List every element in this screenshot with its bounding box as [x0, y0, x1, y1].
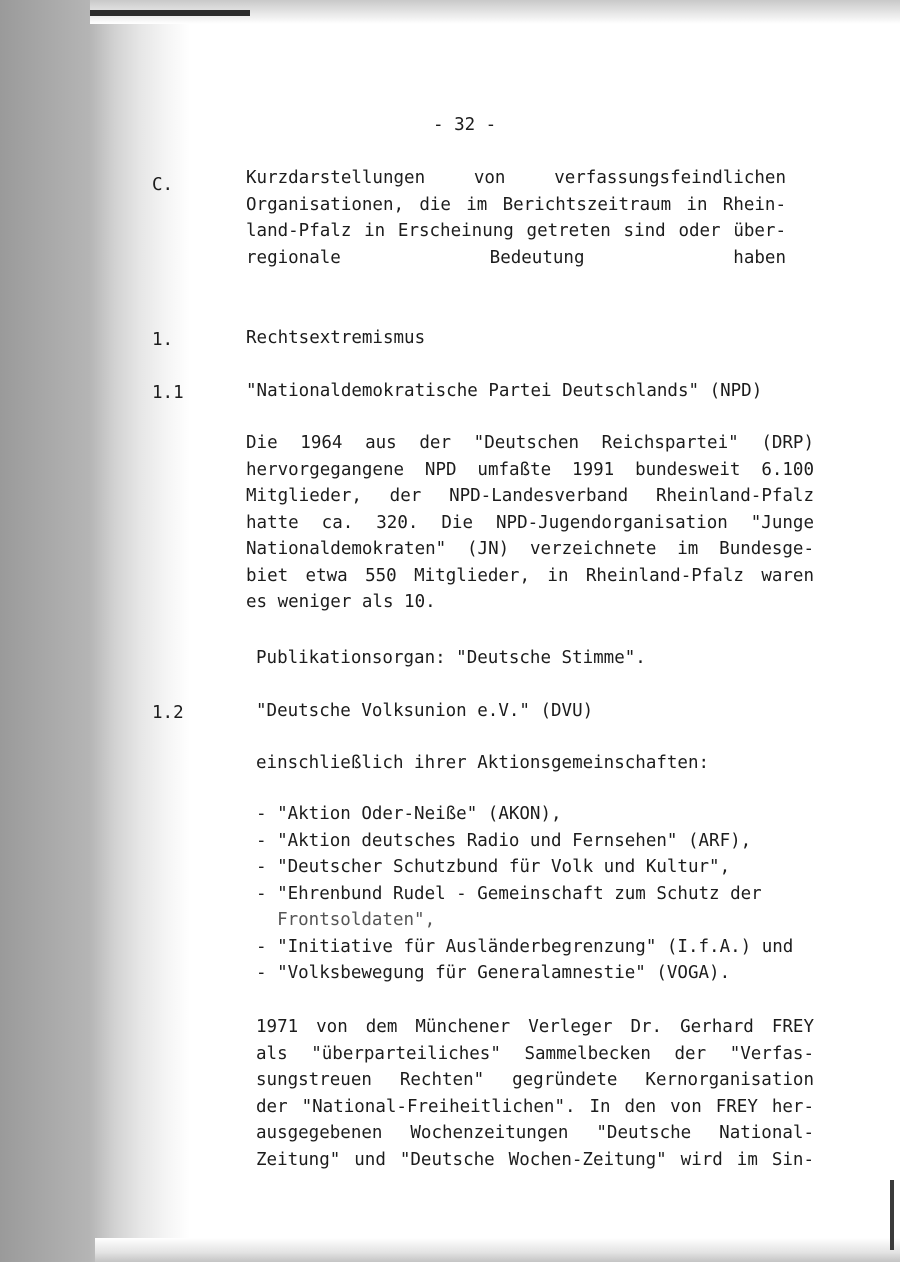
paragraph-line: biet etwa 550 Mitglieder, in Rheinland-Pfalz waren	[246, 565, 814, 586]
section-1-2-title: "Deutsche Volksunion e.V." (DVU)	[256, 701, 594, 721]
heading-line: regionale Bedeutung haben	[246, 247, 786, 268]
section-1-1-title: "Nationaldemokratische Partei Deutschlands" (NPD)	[246, 381, 763, 401]
list-item: - "Aktion deutsches Radio und Fernsehen" (ARF),	[256, 830, 752, 851]
npd-publication: Publikationsorgan: "Deutsche Stimme".	[256, 648, 646, 668]
scan-bottom-edge	[95, 1238, 900, 1262]
list-item: - "Ehrenbund Rudel - Gemeinschaft zum Schutz der	[256, 883, 762, 904]
section-1-title: Rechtsextremismus	[246, 328, 426, 348]
heading-line: Kurzdarstellungen von verfassungsfeindlichen	[246, 168, 786, 188]
paragraph-line: es weniger als 10.	[246, 592, 436, 612]
paragraph-line: Zeitung" und "Deutsche Wochen-Zeitung" wird im Sin-	[256, 1149, 814, 1170]
paragraph-line: der "National-Freiheitlichen". In den von FREY her-	[256, 1096, 814, 1117]
npd-paragraph	[246, 430, 814, 616]
list-item: - "Aktion Oder-Neiße" (AKON),	[256, 804, 562, 824]
list-item: - "Initiative für Ausländerbegrenzung" (I.f.A.) und	[256, 936, 794, 957]
dvu-paragraph	[256, 1014, 814, 1173]
heading-line: land-Pfalz in Erscheinung getreten sind oder über-	[246, 221, 786, 241]
page-number: - 32 -	[433, 115, 497, 135]
scan-top-mark	[90, 10, 250, 16]
paragraph-line: Nationaldemokraten" (JN) verzeichnete im Bundesge-	[246, 539, 814, 559]
section-1-number: 1.	[152, 330, 174, 350]
paragraph-line: 1971 von dem Münchener Verleger Dr. Gerhard FREY	[256, 1017, 814, 1037]
paragraph-line: ausgegebenen Wochenzeitungen "Deutsche National-	[256, 1123, 814, 1143]
section-label-c: C.	[152, 175, 174, 195]
paragraph-line: sungstreuen Rechten" gegründete Kernorganisation	[256, 1070, 814, 1090]
paragraph-line: als "überparteiliches" Sammelbecken der "Verfas-	[256, 1043, 814, 1064]
list-item: - "Deutscher Schutzbund für Volk und Kultur",	[256, 857, 731, 877]
list-item: - "Volksbewegung für Generalamnestie" (VOGA).	[256, 963, 731, 983]
scan-right-mark	[890, 1180, 894, 1250]
paragraph-line: Mitglieder, der NPD-Landesverband Rheinland-Pfalz	[246, 486, 814, 506]
heading-line: Organisationen, die im Berichtszeitraum in Rhein-	[246, 194, 786, 215]
paragraph-line: hervorgegangene NPD umfaßte 1991 bundesweit 6.100	[246, 459, 814, 480]
section-1-1-number: 1.1	[152, 383, 184, 403]
section-heading	[246, 165, 786, 271]
dvu-intro: einschließlich ihrer Aktionsgemeinschaften:	[256, 753, 710, 773]
list-item: Frontsoldaten",	[256, 910, 436, 930]
paragraph-line: hatte ca. 320. Die NPD-Jugendorganisation "Junge	[246, 512, 814, 533]
dvu-action-groups-list	[256, 801, 793, 987]
section-1-2-number: 1.2	[152, 703, 184, 723]
paragraph-line: Die 1964 aus der "Deutschen Reichspartei" (DRP)	[246, 433, 814, 453]
